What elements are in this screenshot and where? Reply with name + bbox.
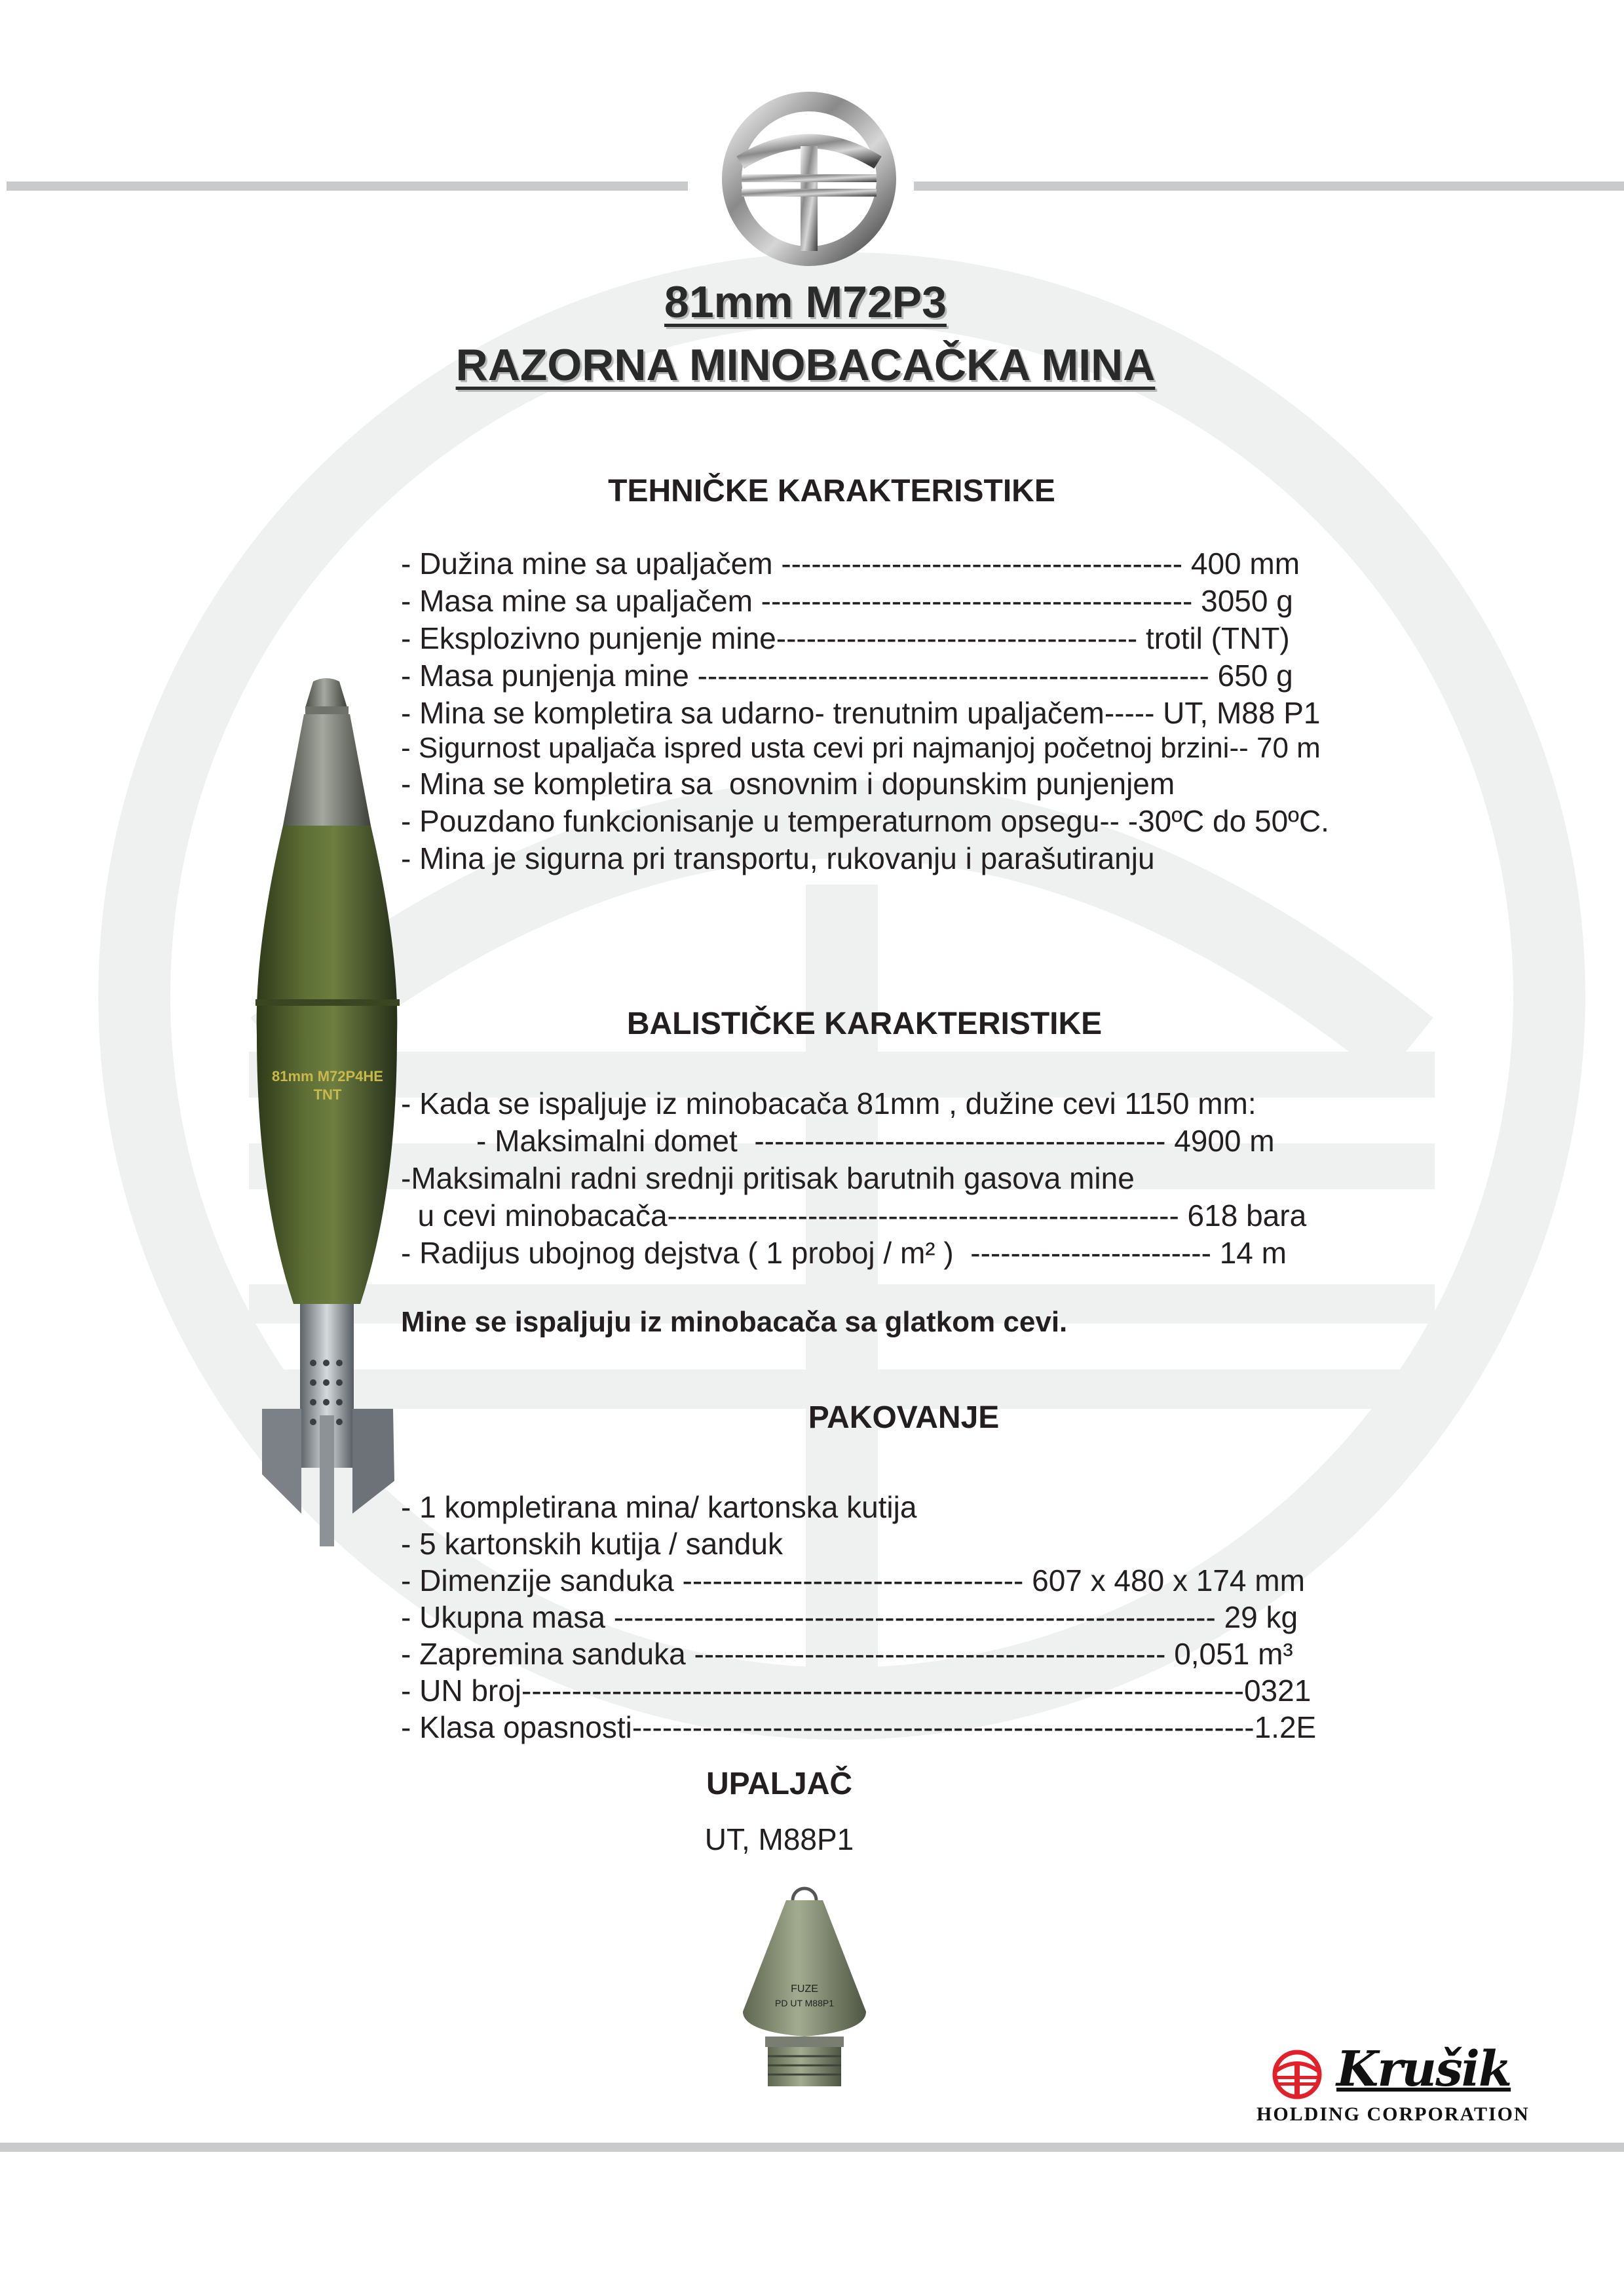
- ballistic-line: - Kada se ispaljuje iz minobacača 81mm , dužine cevi 1150 mm:: [401, 1086, 1256, 1120]
- technical-line: - Eksplozivno punjenje mine------------------------------------ trotil (TNT): [401, 621, 1290, 655]
- fuze-image: [721, 1874, 884, 2090]
- packaging-line: - Ukupna masa ------------------------------------------------------------ 29 kg: [401, 1600, 1298, 1634]
- footer-tagline: HOLDING CORPORATION: [1256, 2103, 1530, 2125]
- technical-line: - Masa mine sa upaljačem ------------------------------------------- 3050 g: [401, 584, 1293, 618]
- ballistic-line: -Maksimalni radni srednji pritisak barutnih gasova mine: [401, 1161, 1135, 1195]
- ballistic-heading: BALISTIČKE KARAKTERISTIKE: [626, 1006, 1103, 1041]
- packaging-line: - 5 kartonskih kutija / sanduk: [401, 1527, 783, 1561]
- shell-marking-1: 81mm M72P4HE: [272, 1068, 383, 1084]
- technical-heading: TEHNIČKE KARAKTERISTIKE: [608, 474, 1055, 508]
- page-title-line-1: 81mm M72P3: [664, 277, 947, 327]
- technical-line: - Dužina mine sa upaljačem ---------------------------------------- 400 mm: [401, 546, 1300, 581]
- fuze-marking-1: FUZE: [791, 1983, 818, 1995]
- packaging-heading: PAKOVANJE: [808, 1400, 1000, 1435]
- technical-line: - Masa punjenja mine --------------------------------------------------- 650 g: [401, 659, 1293, 693]
- fuze-heading: UPALJAČ: [706, 1767, 853, 1801]
- technical-line: - Mina se kompletira sa udarno- trenutnim upaljačem----- UT, M88 P1: [401, 696, 1321, 730]
- footer-rule: [0, 2143, 1624, 2152]
- technical-line: - Sigurnost upaljača ispred usta cevi pri najmanjoj početnoj brzini-- 70 m: [401, 732, 1321, 764]
- footer-brand: Krušik: [1336, 2041, 1511, 2097]
- fuze-name: UT, M88P1: [704, 1822, 854, 1856]
- ballistic-line: - Maksimalni domet ----------------------------------------- 4900 m: [401, 1124, 1275, 1158]
- shell-marking-2: TNT: [313, 1086, 342, 1103]
- ballistic-note: Mine se ispaljuju iz minobacača sa glatkom cevi.: [401, 1306, 1068, 1338]
- technical-line: - Pouzdano funkcionisanje u temperaturnom opsegu-- -30ºC do 50ºC.: [401, 804, 1329, 838]
- krusik-logo-icon: [1264, 2043, 1336, 2102]
- packaging-line: - 1 kompletirana mina/ kartonska kutija: [401, 1490, 917, 1524]
- fuze-marking-2: PD UT M88P1: [775, 1998, 834, 2008]
- header-rule-right: [914, 182, 1624, 191]
- mortar-shell-image: [242, 668, 413, 1546]
- technical-line: - Mina je sigurna pri transportu, rukovanju i parašutiranju: [401, 841, 1155, 875]
- technical-line: - Mina se kompletira sa osnovnim i dopunskim punjenjem: [401, 767, 1175, 801]
- packaging-line: - Zapremina sanduka ----------------------------------------------- 0,051 m³: [401, 1637, 1293, 1671]
- packaging-line: - UN broj------------------------------------------------------------------------0321: [401, 1674, 1312, 1708]
- packaging-line: - Klasa opasnosti--------------------------------------------------------------1.2E: [401, 1710, 1317, 1744]
- packaging-line: - Dimenzije sanduka ---------------------------------- 607 x 480 x 174 mm: [401, 1563, 1305, 1598]
- ballistic-line: - Radijus ubojnog dejstva ( 1 proboj / m² ) ------------------------ 14 m: [401, 1236, 1287, 1270]
- company-emblem-icon: [714, 84, 904, 274]
- ballistic-line: u cevi minobacača--------------------------------------------------- 618 bara: [401, 1198, 1307, 1233]
- header-rule-left: [7, 182, 688, 191]
- page-title-line-2: RAZORNA MINOBACAČKA MINA: [455, 340, 1156, 390]
